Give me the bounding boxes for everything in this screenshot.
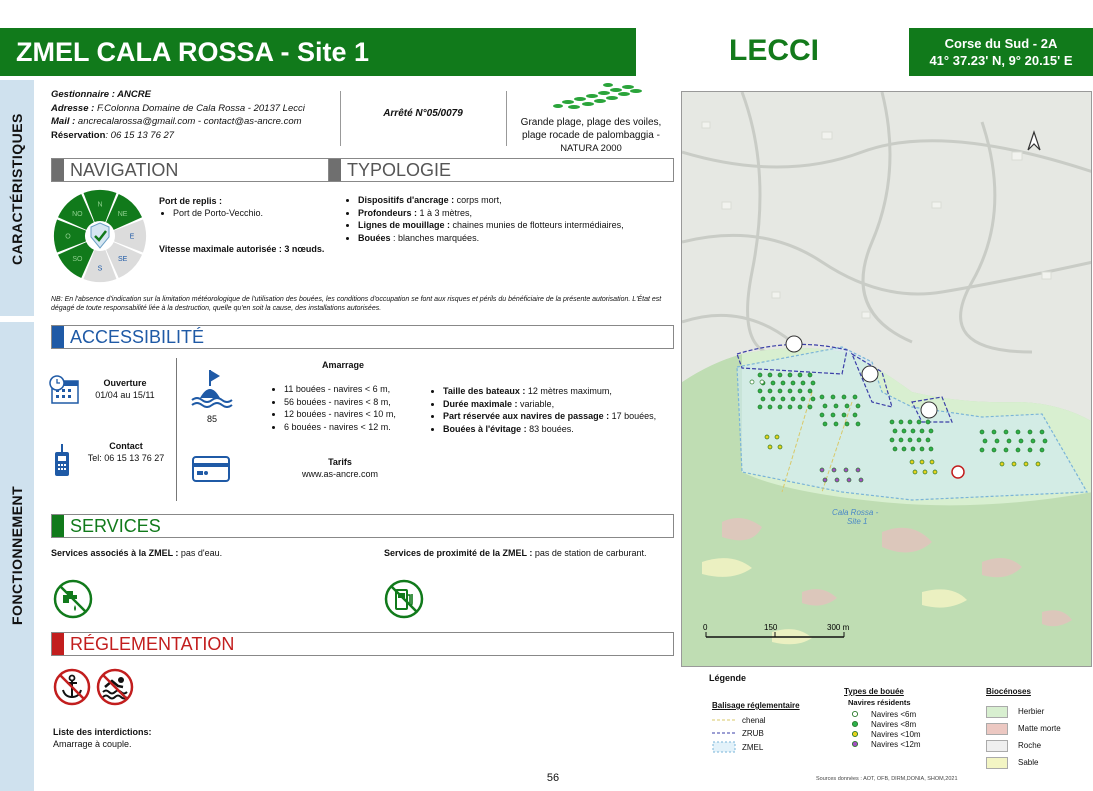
map-buoy [791, 397, 795, 401]
refuge-label: Port de replis : [159, 196, 223, 206]
disclaimer-note: NB: En l'absence d'indication sur la limitation météorologique de l'utilisation des bouées, les conditions d'occupation se font aux risques et périls du bénéficiaire de la présente autorisation. L'État est dégagé de toute responsabilité liée à la destruction, quelle qu'en soit la cause, des installations autorisées. [51, 296, 662, 312]
map-buoy [798, 405, 802, 409]
legend-label: ZMEL [742, 742, 764, 752]
map-buoy [1031, 439, 1035, 443]
map-buoy [899, 420, 903, 424]
map-canvas [682, 92, 1092, 667]
map-buoy [808, 405, 812, 409]
legend-label: Roche [1018, 741, 1042, 750]
map-buoy [893, 429, 897, 433]
sidebar-label-fonctionnement: FONCTIONNEMENT [9, 485, 25, 625]
detail-label: Part réservée aux navires de passage : [443, 411, 610, 421]
accessibilite-title: ACCESSIBILITÉ [70, 327, 205, 347]
section-marker [52, 159, 64, 181]
buoy-icon [190, 368, 234, 408]
manager: Gestionnaire : ANCRE [51, 89, 151, 100]
tarif-label: Tarifs [328, 457, 352, 467]
interdictions-list: Amarrage à couple. [53, 739, 132, 749]
interdictions [53, 726, 152, 750]
map-buoy [1043, 439, 1047, 443]
map-buoy [771, 381, 775, 385]
mooring-item: • 12 bouées - navires < 10 m, [284, 408, 420, 421]
legend-label: Herbier [1018, 707, 1045, 716]
services-associated-label: Services associés à la ZMEL : [51, 548, 179, 558]
site-desc-line: plage rocade de palombaggia - [522, 130, 660, 141]
mooring-list [270, 383, 420, 433]
accessibilite-header [51, 325, 674, 349]
map-buoy [788, 405, 792, 409]
map-buoy [808, 373, 812, 377]
sidebar-label-caracteristiques: CARACTÉRISTIQUES [9, 113, 25, 265]
credit-card-icon [192, 456, 230, 482]
map-buoy [758, 389, 762, 393]
site-desc-line: Grande plage, plage des voiles, [520, 117, 662, 128]
map-buoy [788, 389, 792, 393]
map-buoy [933, 470, 937, 474]
map-buoy [992, 430, 996, 434]
site-label: Cala Rossa - [832, 508, 879, 517]
buoy-count: 85 [206, 414, 217, 424]
map-buoy [929, 429, 933, 433]
map-buoy [911, 429, 915, 433]
map-buoy [856, 422, 860, 426]
commune-name: LECCI [729, 34, 819, 67]
map-buoy [778, 373, 782, 377]
buoy-legend-item [851, 729, 921, 739]
map-buoy [920, 460, 924, 464]
map-buoy [890, 438, 894, 442]
map-buoy [842, 395, 846, 399]
legend-label: Navires <12m [871, 739, 921, 749]
detail-item [443, 398, 679, 411]
typologie-item [358, 207, 674, 220]
map-buoy [856, 468, 860, 472]
site-label: Site 1 [847, 517, 868, 526]
map-buoy [831, 413, 835, 417]
map-buoy [801, 397, 805, 401]
mooring-item: • 6 bouées - navires < 12 m. [284, 421, 420, 434]
map-buoy [834, 422, 838, 426]
booking-label: Réservation [51, 129, 106, 141]
opening-label: Ouverture [103, 378, 147, 388]
map-buoy [820, 413, 824, 417]
legend-title: Légende [709, 673, 747, 683]
typologie-item [358, 232, 674, 245]
bio-swatch [986, 757, 1008, 769]
no-fuel-icon [384, 579, 424, 619]
map-buoy [1016, 448, 1020, 452]
map-buoy [1004, 430, 1008, 434]
typologie-label: Bouées [358, 232, 391, 243]
decree: Arrêté N°05/0079 [383, 108, 463, 119]
map-buoy [768, 445, 772, 449]
bio-legend-item [986, 737, 1061, 754]
divider [506, 91, 507, 146]
bio-legend-title: Biocénoses [986, 687, 1031, 696]
typologie-value: 1 à 3 mètres, [417, 207, 473, 218]
map-buoy [832, 468, 836, 472]
services-header [51, 514, 674, 538]
bio-legend-item [986, 754, 1061, 771]
map-buoy [1004, 448, 1008, 452]
detail-label: Bouées à l'évitage : [443, 423, 527, 434]
site-map [681, 91, 1092, 667]
map-buoy [926, 438, 930, 442]
coordinates: 41° 37.23' N, 9° 20.15' E [929, 53, 1073, 68]
mooring-label: Amarrage [321, 360, 365, 370]
map-buoy [853, 413, 857, 417]
page-number: 56 [546, 772, 560, 784]
map-buoy [853, 395, 857, 399]
services-associated-value: pas d'eau. [178, 548, 223, 558]
map-buoy [1000, 462, 1004, 466]
services-nearby-label: Services de proximité de la ZMEL : [384, 548, 533, 558]
legend-label: ZRUB [742, 728, 764, 738]
no-anchoring-icon [53, 668, 91, 706]
max-speed: Vitesse maximale autorisée : 3 nœuds. [159, 244, 325, 254]
bio-legend-item [986, 720, 1061, 737]
balisage-list [712, 714, 766, 753]
map-buoy [913, 470, 917, 474]
map-buoy [847, 478, 851, 482]
map-buoy [823, 478, 827, 482]
map-buoy [917, 420, 921, 424]
map-buoy [1019, 439, 1023, 443]
legend-label: Matte morte [1018, 724, 1061, 733]
detail-value: 12 mètres maximum, [525, 386, 612, 396]
map-buoy [1028, 448, 1032, 452]
map-buoy [1028, 430, 1032, 434]
map-buoy [758, 373, 762, 377]
map-buoy [926, 420, 930, 424]
section-marker [52, 633, 64, 655]
reglementation-header [51, 632, 674, 656]
refuge-block [159, 195, 263, 219]
map-buoy [760, 380, 764, 384]
map-buoy [791, 381, 795, 385]
bio-swatch [986, 740, 1008, 752]
map-buoy [823, 404, 827, 408]
navigation-title: NAVIGATION [70, 160, 179, 180]
contact-label: Contact [109, 441, 143, 451]
map-buoy [929, 447, 933, 451]
site-desc-line: NATURA 2000 [560, 143, 622, 154]
map-buoy [902, 447, 906, 451]
map-buoy [775, 435, 779, 439]
walkie-talkie-icon [52, 444, 72, 478]
map-buoy [750, 380, 754, 384]
services-nearby-value: pas de station de carburant. [532, 548, 647, 558]
interdictions-label: Liste des interdictions: [53, 727, 152, 737]
detail-item [443, 423, 679, 436]
scale-label: 300 m [827, 623, 850, 632]
map-buoy [920, 429, 924, 433]
map-buoy [908, 438, 912, 442]
map-buoy [980, 430, 984, 434]
map-buoy [910, 460, 914, 464]
map-buoy [893, 447, 897, 451]
map-buoy [831, 395, 835, 399]
legend-chenal [712, 714, 766, 726]
map-buoy [923, 470, 927, 474]
typologie-list [344, 194, 674, 244]
map-buoy [768, 373, 772, 377]
legend-label: chenal [742, 715, 766, 725]
balisage-title: Balisage réglementaire [712, 701, 800, 710]
reglementation-title: RÉGLEMENTATION [70, 634, 235, 654]
map-buoy [820, 395, 824, 399]
bio-legend-list [986, 703, 1061, 771]
section-marker [329, 159, 341, 181]
wind-rose [52, 188, 148, 284]
map-buoy [765, 435, 769, 439]
sidebar-fonctionnement [0, 322, 34, 791]
map-buoy [911, 447, 915, 451]
map-buoy [788, 373, 792, 377]
services-title: SERVICES [70, 516, 161, 536]
typologie-item [358, 194, 674, 207]
typologie-value: corps mort, [454, 195, 502, 205]
buoy-legend-item [851, 719, 921, 729]
map-buoy [808, 389, 812, 393]
map-buoy [761, 397, 765, 401]
contact-block [84, 440, 168, 464]
detail-value: 17 bouées, [609, 411, 657, 421]
tarif-block [280, 456, 400, 480]
map-buoy [902, 429, 906, 433]
map-buoy [768, 405, 772, 409]
contact-phone: Tel: 06 15 13 76 27 [87, 453, 165, 463]
sources: Sources données : AOT, OFB, DIRM,DONIA, SHOM,2021 [816, 776, 958, 782]
buoy-legend-list [851, 709, 921, 749]
map-buoy [992, 448, 996, 452]
no-water-icon [53, 579, 93, 619]
typologie-value: : blanches marquées. [390, 232, 480, 243]
tarif-link[interactable]: www.as-ancre.com [301, 469, 379, 479]
wind-label: O [65, 233, 71, 241]
divider [176, 358, 177, 501]
typologie-label: Lignes de mouillage : [358, 220, 451, 230]
opening-block [84, 377, 166, 401]
map-buoy [781, 397, 785, 401]
wind-label: E [129, 233, 135, 241]
map-buoy [856, 404, 860, 408]
map-buoy [1016, 430, 1020, 434]
map-buoy [1036, 462, 1040, 466]
map-buoy [917, 438, 921, 442]
map-buoy [920, 447, 924, 451]
mooring-item: • 11 bouées - navires < 6 m, [284, 383, 420, 396]
map-buoy [778, 445, 782, 449]
typologie-value: chaines munies de flotteurs intermédiaires, [450, 220, 624, 230]
buoy-legend-title: Types de bouée [844, 687, 904, 696]
typologie-item [358, 219, 674, 232]
opening-dates: 01/04 au 15/11 [95, 390, 155, 400]
map-legend [681, 668, 1092, 791]
page-title: ZMEL CALA ROSSA - Site 1 [0, 28, 636, 76]
map-buoy [890, 420, 894, 424]
map-buoy [842, 413, 846, 417]
wind-label: S [97, 265, 103, 273]
bio-swatch [986, 706, 1008, 718]
legend-zmel [712, 741, 766, 753]
buoy-dot-icon [851, 730, 859, 738]
map-buoy [845, 404, 849, 408]
navigation-header [51, 158, 340, 182]
buoy-dot-icon [851, 740, 859, 748]
refuge-port: • Port de Porto-Vecchio. [173, 207, 263, 219]
scale-label: 150 [764, 623, 778, 632]
address-label: Adresse : [51, 102, 95, 114]
legend-label: Sable [1018, 758, 1039, 767]
booking-phone: : 06 15 13 76 27 [105, 129, 175, 141]
bio-swatch [986, 723, 1008, 735]
mooring-item: • 56 bouées - navires < 8 m, [284, 396, 420, 409]
map-buoy [1040, 430, 1044, 434]
map-buoy [820, 468, 824, 472]
fish-school-icon [548, 80, 646, 112]
map-buoy [771, 397, 775, 401]
sidebar-caracteristiques [0, 80, 34, 316]
site-description [508, 116, 674, 155]
calendar-icon [48, 375, 80, 405]
map-buoy [1024, 462, 1028, 466]
detail-value: 83 bouées. [526, 423, 574, 434]
wind-label: NO [72, 210, 83, 218]
map-buoy [930, 460, 934, 464]
map-buoy [811, 381, 815, 385]
bio-legend-item [986, 703, 1061, 720]
map-buoy [778, 405, 782, 409]
map-buoy [768, 389, 772, 393]
manager-info [51, 88, 341, 142]
map-buoy [844, 468, 848, 472]
services-nearby [384, 548, 646, 558]
map-buoy [811, 397, 815, 401]
services-associated [51, 548, 222, 558]
mooring-details [429, 385, 679, 435]
buoy-dot-icon [851, 710, 859, 718]
buoy-dot-icon [851, 720, 859, 728]
buoy-legend-item [851, 709, 921, 719]
map-buoy [859, 478, 863, 482]
map-buoy [1040, 448, 1044, 452]
wind-label: SO [72, 256, 83, 264]
map-buoy [899, 438, 903, 442]
map-buoy [908, 420, 912, 424]
map-buoy [980, 448, 984, 452]
detail-value: variable, [517, 398, 555, 409]
typologie-header [328, 158, 674, 182]
mail: ancrecalarossa@gmail.com - contact@as-ancre.com [77, 116, 302, 127]
legend-label: Navires <6m [871, 709, 917, 719]
typologie-title: TYPOLOGIE [347, 160, 452, 180]
detail-item [443, 385, 679, 398]
legend-label: Navires <8m [871, 719, 917, 729]
map-buoy [845, 422, 849, 426]
wind-label: N [97, 201, 103, 209]
typologie-label: Dispositifs d'ancrage : [358, 195, 455, 205]
buoy-legend-item [851, 739, 921, 749]
wind-label: SE [117, 256, 128, 264]
map-buoy [835, 478, 839, 482]
map-buoy [823, 422, 827, 426]
map-buoy [798, 373, 802, 377]
map-buoy [781, 381, 785, 385]
detail-label: Taille des bateaux : [443, 386, 526, 396]
section-marker [52, 515, 64, 537]
map-buoy [1012, 462, 1016, 466]
wind-label: NE [117, 210, 128, 218]
no-swimming-icon [96, 668, 134, 706]
map-buoy [995, 439, 999, 443]
detail-label: Durée maximale : [443, 398, 518, 409]
map-buoy [758, 405, 762, 409]
map-buoy [834, 404, 838, 408]
region-box [909, 28, 1093, 76]
section-marker [52, 326, 64, 348]
mail-label: Mail : [51, 116, 76, 127]
map-buoy [1007, 439, 1011, 443]
map-buoy [778, 389, 782, 393]
map-buoy [801, 381, 805, 385]
legend-label: Navires <10m [871, 729, 921, 739]
map-buoy [798, 389, 802, 393]
no-anchoring-marker [952, 466, 964, 478]
detail-item [443, 410, 679, 423]
map-buoy [983, 439, 987, 443]
legend-zrub [712, 727, 766, 739]
scale-label: 0 [703, 623, 708, 632]
region-name: Corse du Sud - 2A [944, 36, 1058, 51]
buoy-legend-subtitle: Navires résidents [848, 698, 911, 707]
typologie-label: Profondeurs : [358, 207, 418, 218]
address: F.Colonna Domaine de Cala Rossa - 20137 Lecci [96, 102, 305, 114]
